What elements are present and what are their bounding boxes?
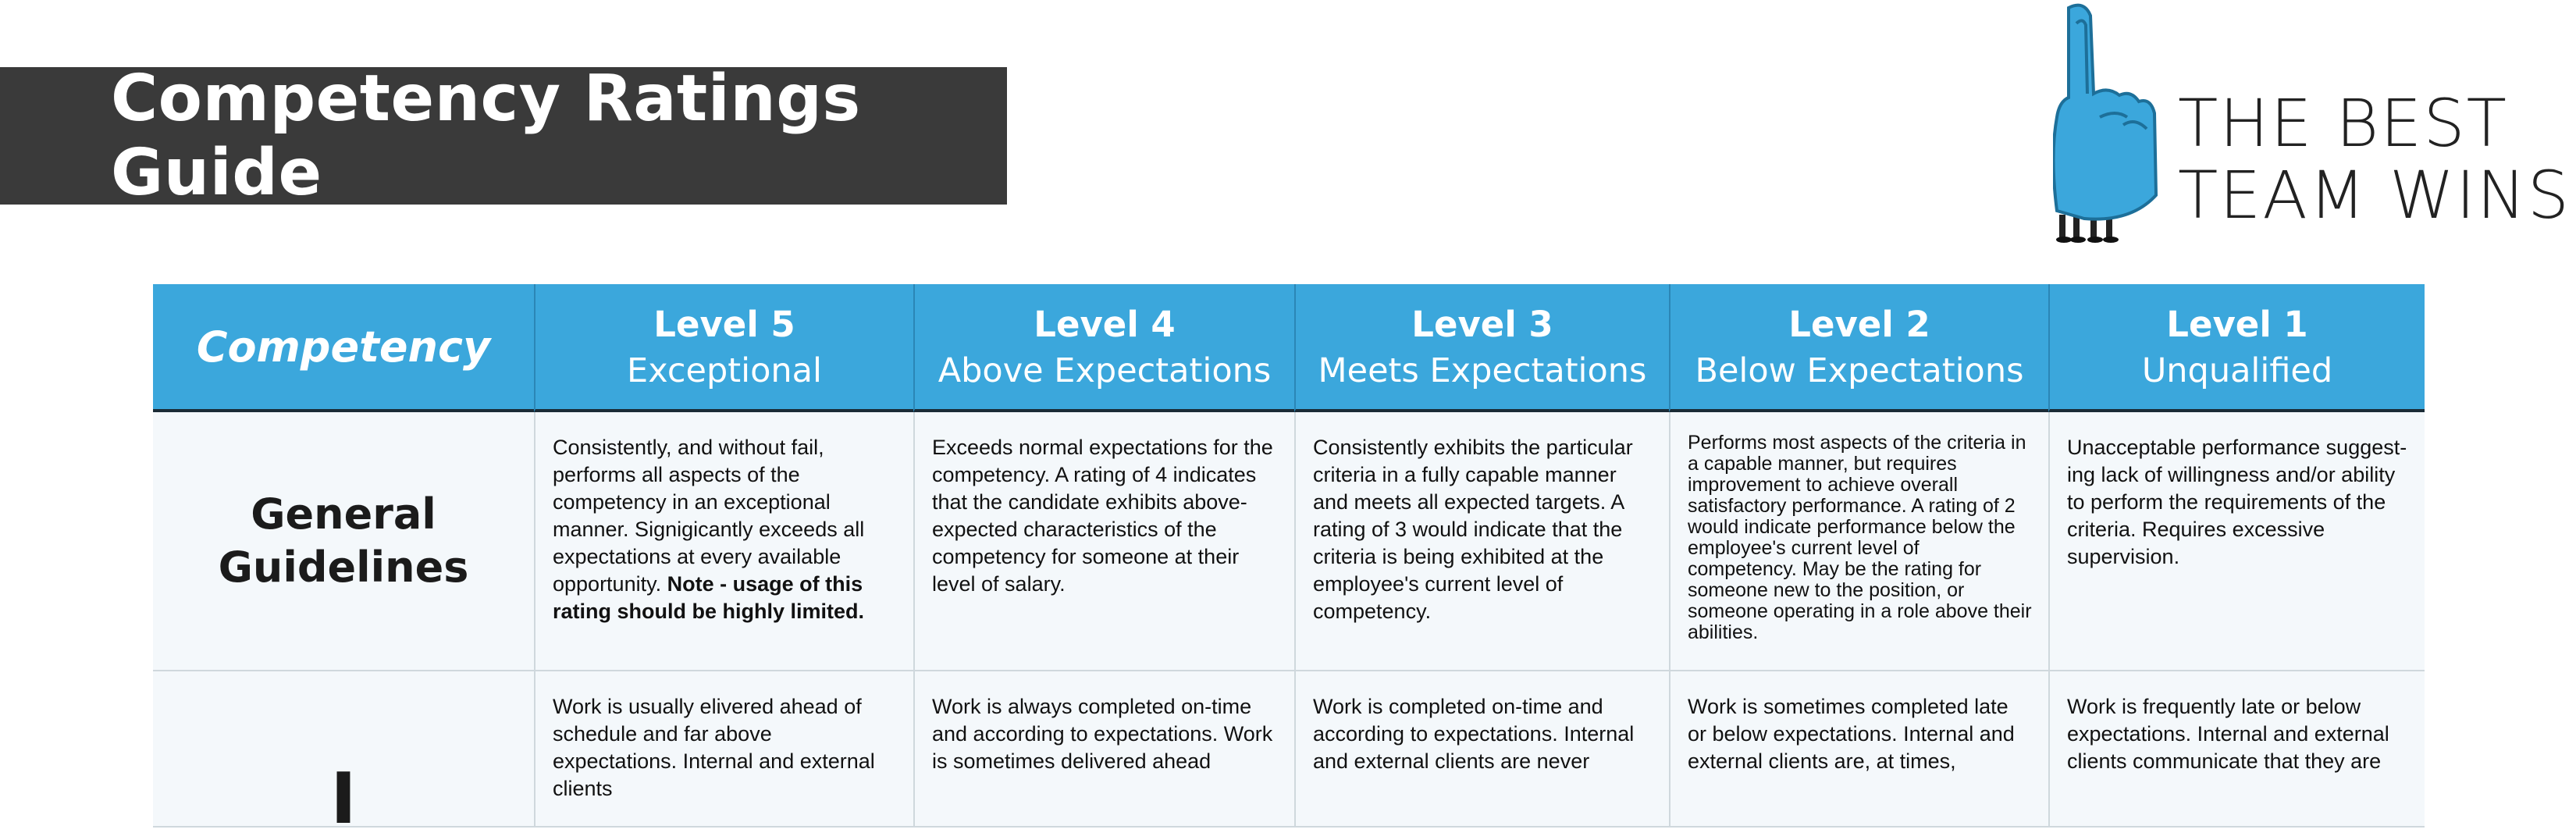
cell-note: Note - usage of this rating should be highly limited.	[553, 572, 865, 623]
cell-text: Consistently exhibits the particular criteria in a fully capable manner and meets all expected targets. A rating of 3 would indicate that the criteria is being exhibited at the employee's current level of competency.	[1313, 436, 1633, 623]
table-cell	[1294, 671, 1669, 828]
cell-text: Consistently, and without fail, performs all aspects of the competency in an exceptional manner. Signigicantly exceeds all expectations at every available opportunity.	[553, 436, 865, 596]
level-description: Meets Expectations	[1318, 351, 1647, 390]
level-description: Exceptional	[627, 351, 822, 390]
table-cell	[1294, 412, 1669, 671]
table-cell	[2048, 671, 2425, 828]
level-label: Level 2	[1788, 303, 1930, 345]
table-cell	[2048, 412, 2425, 671]
logo-line-2: TEAM WINS	[2178, 157, 2571, 233]
cell-text: Unacceptable performance suggest-ing lack of willingness and/or ability to perform the requirements of the criteria. Requires excessive supervision.	[2067, 436, 2407, 568]
header-level-5	[534, 284, 913, 412]
cell-text: Performs most aspects of the criteria in a capable manner, but requires improvement to achieve overall satisfactory performance. A rating of 2 would indicate performance below the employee's current level of competency. May be the rating for someone new to the position, or someone operating in a role above their abilities.	[1688, 432, 2032, 643]
level-label: Level 5	[653, 303, 795, 345]
page-title: Competency Ratings Guide	[111, 62, 861, 210]
table-cell	[534, 671, 913, 828]
header-level-2	[1669, 284, 2048, 412]
row-label-second: I	[153, 671, 534, 828]
level-label: Level 4	[1034, 303, 1176, 345]
table-cell	[1669, 412, 2048, 671]
title-banner	[0, 62, 1007, 210]
level-label: Level 1	[2166, 303, 2308, 345]
table-cell	[913, 412, 1294, 671]
table-cell	[1669, 671, 2048, 828]
row-label-general-guidelines: General Guidelines	[153, 412, 534, 671]
cell-text: Exceeds normal expectations for the competency. A rating of 4 indicates that the candidate exhibits above-expected characteristics of the competency for someone at their level of salary.	[932, 436, 1273, 596]
table-cell	[913, 671, 1294, 828]
cell-text: Work is always completed on-time and according to expectations. Work is sometimes delivered ahead	[932, 695, 1273, 773]
logo-line-1: THE BEST	[2178, 85, 2508, 162]
header-level-4	[913, 284, 1294, 412]
level-description: Above Expectations	[938, 351, 1272, 390]
cell-text: Work is sometimes completed late or below expectations. Internal and external clients are, at times,	[1688, 695, 2015, 773]
logo-text	[2178, 87, 2571, 231]
table-cell	[534, 412, 913, 671]
cell-text: Work is frequently late or below expectations. Internal and external clients communicate that they are	[2067, 695, 2389, 773]
cell-text: Work is usually elivered ahead of schedule and far above expectations. Internal and external clients	[553, 695, 875, 800]
ratings-table	[153, 284, 2425, 840]
level-description: Unqualified	[2141, 351, 2333, 390]
header-competency-label: Competency	[196, 322, 491, 372]
header-level-3	[1294, 284, 1669, 412]
header-competency	[153, 284, 534, 412]
cell-text: Work is completed on-time and according to expectations. Internal and external clients are never	[1313, 695, 1635, 773]
level-label: Level 3	[1411, 303, 1553, 345]
header-level-1	[2048, 284, 2425, 412]
level-description: Below Expectations	[1695, 351, 2024, 390]
